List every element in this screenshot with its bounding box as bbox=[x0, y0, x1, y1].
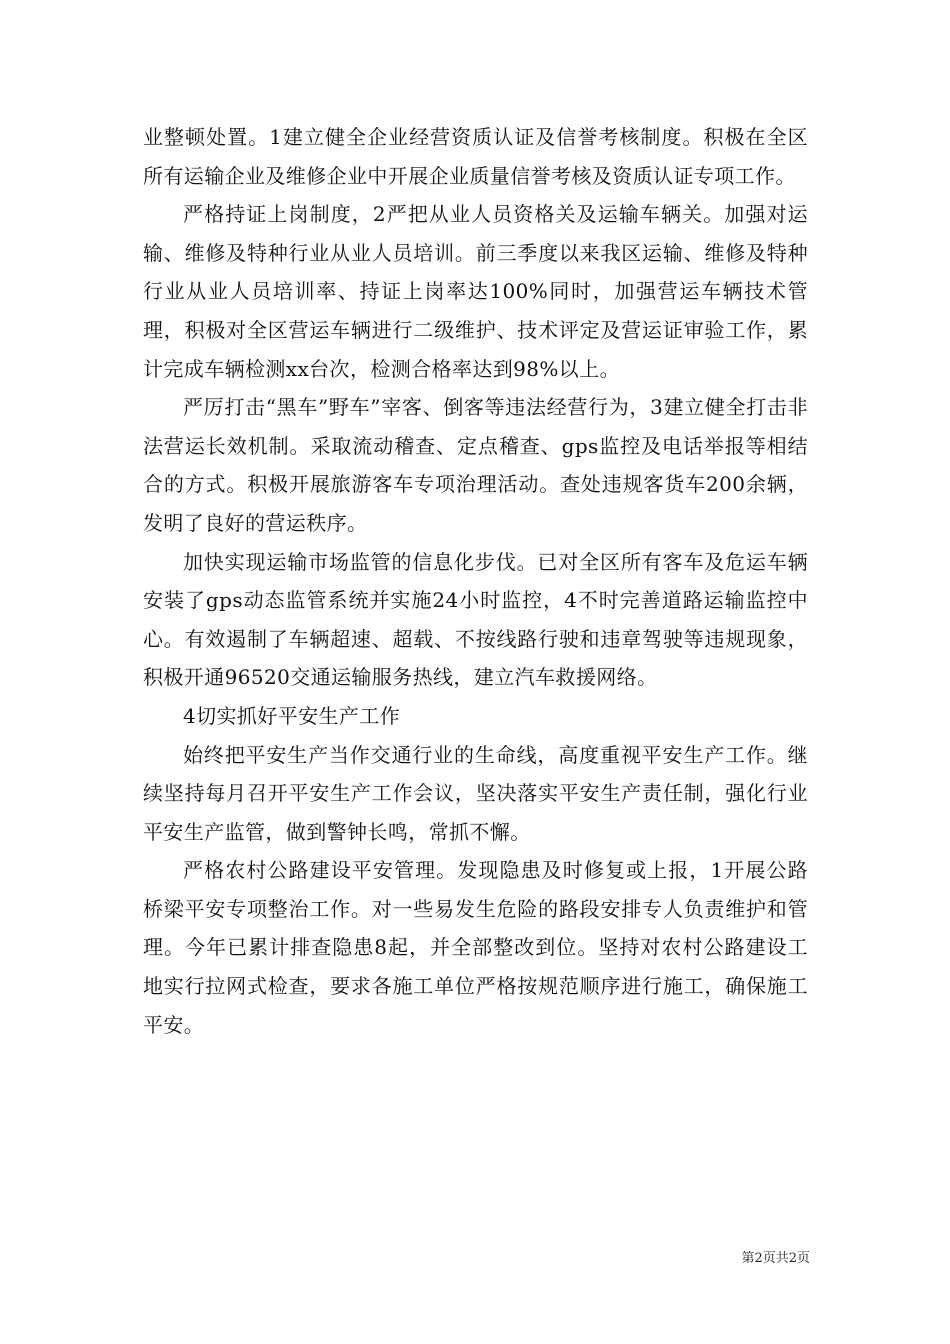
paragraph-illegal-operation: 严厉打击“黑车”野车”宰客、倒客等违法经营行为，3建立健全打击非法营运长效机制。采取流动稽查、定点稽查、gps监控及电话举报等相结合的方式。积极开展旅游客车专项治理活动。查处违规客货车200余辆，发明了良好的营运秩序。 bbox=[143, 395, 808, 535]
paragraph-continuation: 业整顿处置。1建立健全企业经营资质认证及信誉考核制度。积极在全区所有运输企业及维修企业中开展企业质量信誉考核及资质认证专项工作。 bbox=[143, 125, 808, 188]
paragraph-certification: 严格持证上岗制度，2严把从业人员资格关及运输车辆关。加强对运输、维修及特种行业从业人员培训。前三季度以来我区运输、维修及特种行业从业人员培训率、持证上岗率达100%同时，加强营运车辆技术管理，积极对全区营运车辆进行二级维护、技术评定及营运证审验工作，累计完成车辆检测xx台次，检测合格率达到98%以上。 bbox=[143, 202, 808, 381]
paragraph-information-supervision: 加快实现运输市场监管的信息化步伐。已对全区所有客车及危运车辆安装了gps动态监管系统并实施24小时监控，4不时完善道路运输监控中心。有效遏制了车辆超速、超载、不按线路行驶和违章驾驶等违规现象，积极开通96520交通运输服务热线，建立汽车救援网络。 bbox=[143, 549, 808, 690]
paragraph-rural-road-safety: 严格农村公路建设平安管理。发现隐患及时修复或上报，1开展公路桥梁平安专项整治工作。对一些易发生危险的路段安排专人负责维护和管理。今年已累计排查隐患8起，并全部整改到位。坚持对农村公路建设工地实行拉网式检查，要求各施工单位严格按规范顺序进行施工，确保施工平安。 bbox=[143, 858, 808, 1037]
paragraph-safety-production: 始终把平安生产当作交通行业的生命线，高度重视平安生产工作。继续坚持每月召开平安生产工作会议，坚决落实平安生产责任制，强化行业平安生产监管，做到警钟长鸣，常抓不懈。 bbox=[143, 742, 808, 844]
document-body bbox=[143, 118, 808, 1044]
section-heading-safety: 4切实抓好平安生产工作 bbox=[183, 703, 401, 728]
page-number: 第2页共2页 bbox=[741, 1251, 810, 1266]
